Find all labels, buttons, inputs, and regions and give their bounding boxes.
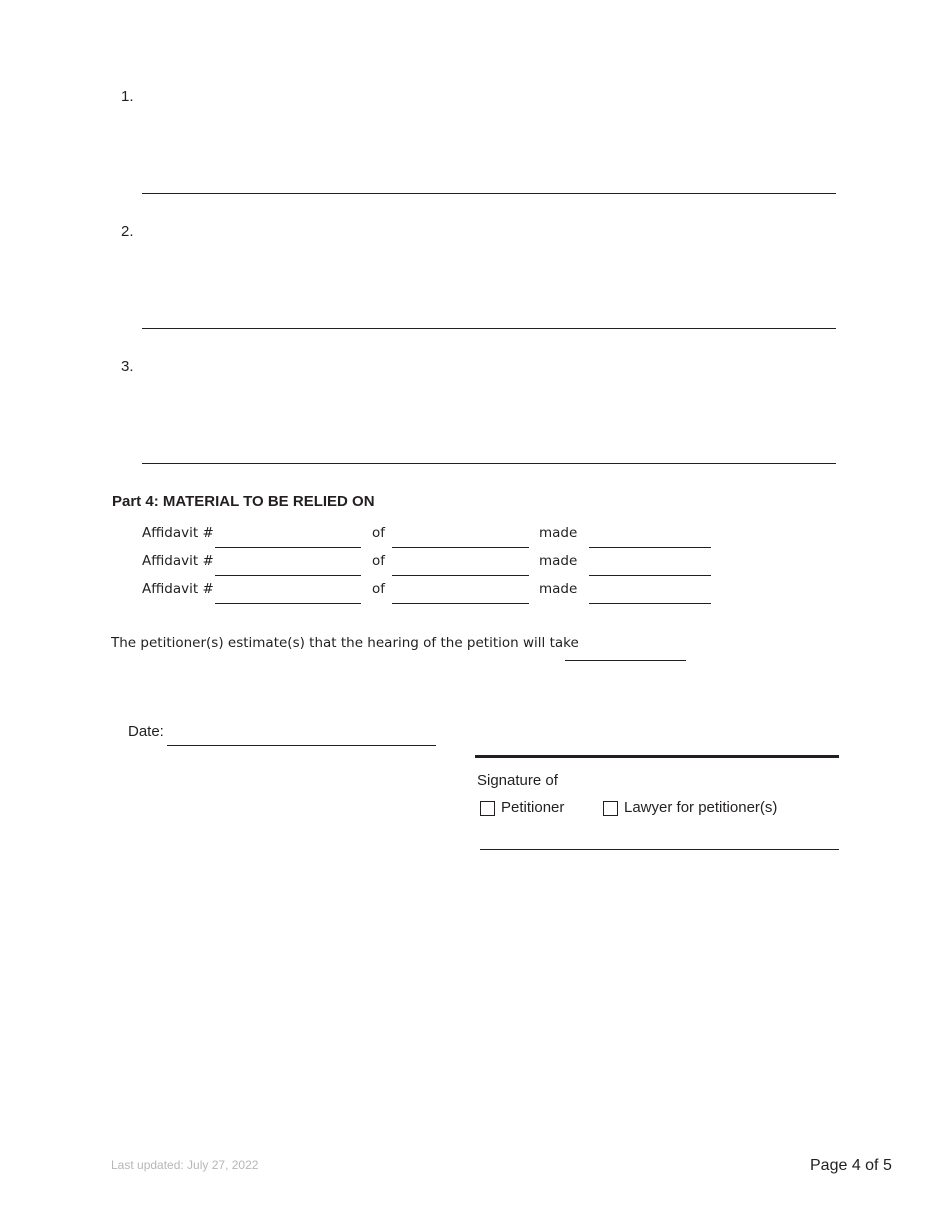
signature-line[interactable]	[480, 849, 839, 850]
affidavit-of-field-2[interactable]	[392, 575, 529, 576]
item-3-answer-line[interactable]	[142, 463, 836, 464]
page-number: Page 4 of 5	[810, 1157, 892, 1174]
affidavit-of-field-3[interactable]	[392, 603, 529, 604]
affidavit-number-field-3[interactable]	[215, 603, 361, 604]
affidavit-label-1: Affidavit #	[142, 525, 214, 541]
affidavit-made-field-3[interactable]	[589, 603, 711, 604]
item-number-2: 2.	[121, 223, 134, 240]
affidavit-made-field-1[interactable]	[589, 547, 711, 548]
affidavit-made-field-2[interactable]	[589, 575, 711, 576]
made-label-3: made	[539, 581, 578, 597]
affidavit-of-field-1[interactable]	[392, 547, 529, 548]
affidavit-label-3: Affidavit #	[142, 581, 214, 597]
made-label-1: made	[539, 525, 578, 541]
lawyer-checkbox[interactable]	[603, 801, 618, 816]
signature-block-rule	[475, 755, 839, 758]
petitioner-option-label: Petitioner	[501, 799, 565, 816]
affidavit-number-field-2[interactable]	[215, 575, 361, 576]
made-label-2: made	[539, 553, 578, 569]
petitioner-checkbox[interactable]	[480, 801, 495, 816]
date-label: Date:	[128, 723, 164, 740]
item-1-answer-line[interactable]	[142, 193, 836, 194]
of-label-2: of	[372, 553, 386, 569]
of-label-3: of	[372, 581, 386, 597]
item-number-3: 3.	[121, 358, 134, 375]
last-updated-text: Last updated: July 27, 2022	[111, 1158, 259, 1172]
signature-of-label: Signature of	[477, 772, 558, 789]
lawyer-option-label: Lawyer for petitioner(s)	[624, 799, 778, 816]
date-field[interactable]	[167, 745, 436, 746]
hearing-estimate-text: The petitioner(s) estimate(s) that the hearing of the petition will take	[111, 635, 579, 651]
part4-heading: Part 4: MATERIAL TO BE RELIED ON	[112, 493, 375, 510]
affidavit-number-field-1[interactable]	[215, 547, 361, 548]
item-number-1: 1.	[121, 88, 134, 105]
item-2-answer-line[interactable]	[142, 328, 836, 329]
hearing-estimate-field[interactable]	[565, 660, 686, 661]
of-label-1: of	[372, 525, 386, 541]
affidavit-label-2: Affidavit #	[142, 553, 214, 569]
